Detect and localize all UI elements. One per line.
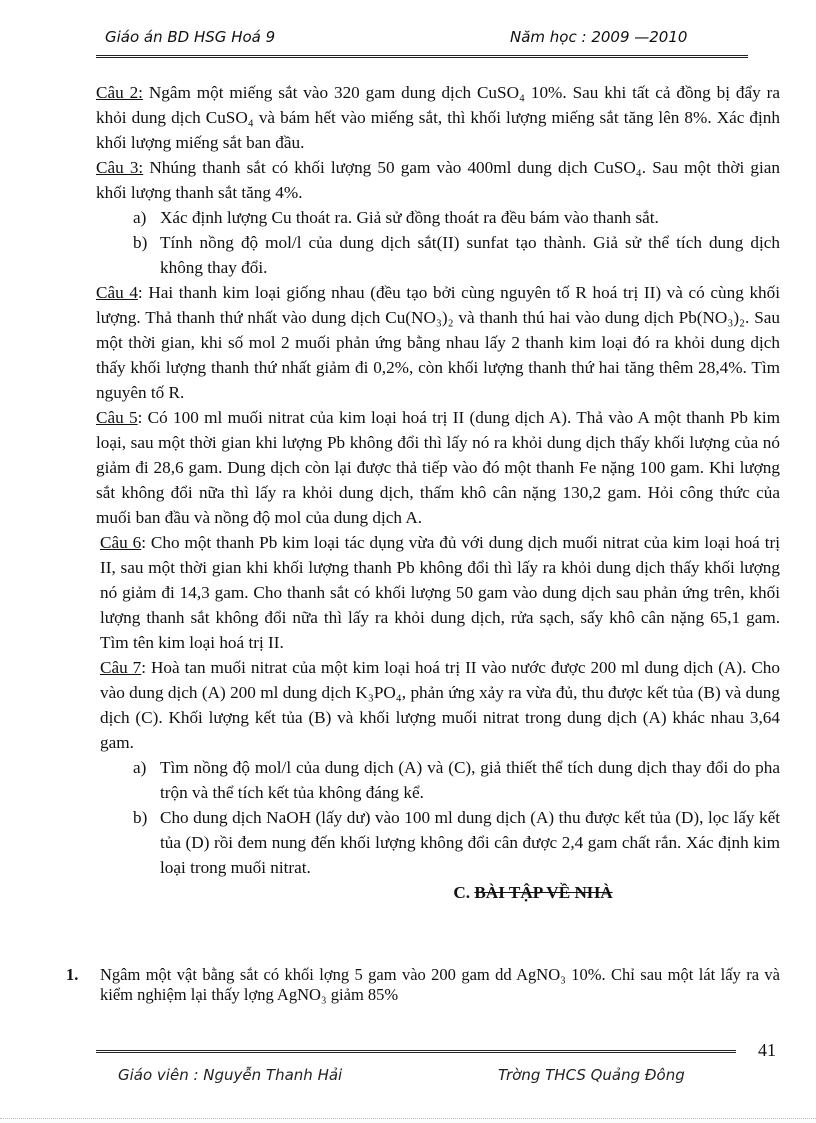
question-7-items — [96, 755, 780, 880]
question-2 — [96, 80, 780, 155]
item-marker: b) — [133, 808, 148, 827]
list-item — [96, 755, 780, 805]
homework-number: 1. — [66, 965, 79, 984]
page-bottom-border — [0, 1118, 816, 1119]
item-text: Xác định lượng Cu thoát ra. Giả sử đồng thoát ra đều bám vào thanh sắt. — [160, 208, 659, 227]
question-3 — [96, 155, 780, 205]
homework-item — [66, 965, 780, 1005]
page-footer — [118, 1066, 718, 1088]
item-marker: b) — [133, 233, 148, 252]
question-label: Câu 5 — [96, 408, 138, 427]
list-item — [96, 230, 780, 280]
list-item — [96, 805, 780, 880]
question-4 — [96, 280, 780, 405]
item-text: Cho dung dịch NaOH (lấy dư) vào 100 ml dung dịch (A) thu được kết tủa (D), lọc lấy kết tủa (D) rồi đem nung đến khối lượng không đổi cân được 2,4 gam chất rắn. Xác định kim loại trong muối nitrat. — [160, 808, 780, 877]
question-label: Câu 3: — [96, 158, 144, 177]
footer-rule — [96, 1050, 736, 1053]
question-text: : Hai thanh kim loại giống nhau (đều tạo bởi cùng nguyên tố R hoá trị II) và có cùng khối lượng. Thả thanh thứ nhất vào dung dịch Cu(NO₃)₂ và thanh thú hai vào dung dịch Pb(NO₃)₂. Sau một thời gian, khi số mol 2 muối phản ứng bằng nhau lấy 2 thanh kim loại đó ra khỏi dung dịch thấy khối lượng thanh thứ nhất giảm đi 0,2%, còn khối lượng thanh thứ hai tăng thêm 28,4%. Tìm nguyên tố R. — [96, 283, 780, 402]
question-5 — [96, 405, 780, 530]
question-label: Câu 6 — [100, 533, 142, 552]
question-label: Câu 7 — [100, 658, 142, 677]
question-3-items — [96, 205, 780, 280]
list-item — [96, 205, 780, 230]
item-text: Tính nồng độ mol/l của dung dịch sắt(II) sunfat tạo thành. Giả sử thể tích dung dịch không thay đổi. — [160, 233, 780, 277]
header-rule — [96, 55, 748, 58]
item-marker: a) — [133, 758, 147, 777]
footer-school: Trờng THCS Quảng Đông — [498, 1066, 685, 1084]
question-text: Nhúng thanh sắt có khối lượng 50 gam vào 400ml dung dịch CuSO₄. Sau một thời gian khối lượng thanh sắt tăng 4%. — [96, 158, 780, 202]
question-text: : Cho một thanh Pb kim loại tác dụng vừa đủ với dung dịch muối nitrat của kim loại hoá trị II, sau một thời gian khi khối lượng thanh Pb không đổi thì lấy ra khỏi dung dịch thấy khối lượng nó giảm đi 14,3 gam. Cho thanh sắt có khối lượng 50 gam vào dung dịch sau phản ứng trên, khối lượng thanh sắt không đổi nữa thì lấy ra khỏi dung dịch, rửa sạch, sấy khô cân nặng 65,1 gam. Tìm tên kim loại hoá trị II. — [100, 533, 780, 652]
homework-text: Ngâm một vật bằng sắt có khối lợng 5 gam vào 200 gam dd AgNO₃ 10%. Chỉ sau một lát lấy ra và kiểm nghiệm lại thấy lợng AgNO₃ giảm 85% — [100, 965, 780, 1004]
question-label: Câu 4 — [96, 283, 138, 302]
section-heading — [96, 880, 780, 905]
page-content — [96, 80, 780, 905]
page-header — [105, 28, 705, 50]
section-title: BÀI TẬP VỀ NHÀ — [474, 883, 613, 902]
section-prefix: C. — [453, 883, 475, 902]
question-text: : Có 100 ml muối nitrat của kim loại hoá trị II (dung dịch A). Thả vào A một thanh Pb kim loại, sau một thời gian khi lượng Pb không đổi thì lấy nó ra khỏi dung dịch thấy khối lượng của nó giảm đi 28,6 gam. Dung dịch còn lại được thả tiếp vào đó một thanh Fe nặng 100 gam. Khi lượng sắt không đổi nữa thì lấy ra khỏi dung dịch, thấm khô cân nặng 130,2 gam. Hỏi công thức của muối ban đầu và nồng độ mol của dung dịch A. — [96, 408, 780, 527]
footer-teacher: Giáo viên : Nguyễn Thanh Hải — [118, 1066, 343, 1084]
item-text: Tìm nồng độ mol/l của dung dịch (A) và (C), giả thiết thể tích dung dịch thay đổi do pha trộn và thể tích kết tủa không đáng kể. — [160, 758, 780, 802]
question-text: Ngâm một miếng sắt vào 320 gam dung dịch CuSO₄ 10%. Sau khi tất cả đồng bị đẩy ra khỏi dung dịch CuSO₄ và bám hết vào miếng sắt, thì khối lượng miếng sắt tăng lên 8%. Xác định khối lượng miếng sắt ban đầu. — [96, 83, 780, 152]
question-7 — [96, 655, 780, 755]
question-text: : Hoà tan muối nitrat của một kim loại hoá trị II vào nước được 200 ml dung dịch (A). Cho vào dung dịch (A) 200 ml dung dịch K₃PO₄, phản ứng xảy ra vừa đủ, thu được kết tủa (B) và dung dịch (C). Khối lượng kết tủa (B) và khối lượng muối nitrat trong dung dịch (A) khác nhau 3,64 gam. — [100, 658, 780, 752]
page-number: 41 — [758, 1040, 776, 1060]
question-6 — [96, 530, 780, 655]
header-title: Giáo án BD HSG Hoá 9 — [105, 28, 276, 46]
item-marker: a) — [133, 208, 147, 227]
header-school-year: Năm học : 2009 —2010 — [510, 28, 688, 46]
question-label: Câu 2: — [96, 83, 143, 102]
